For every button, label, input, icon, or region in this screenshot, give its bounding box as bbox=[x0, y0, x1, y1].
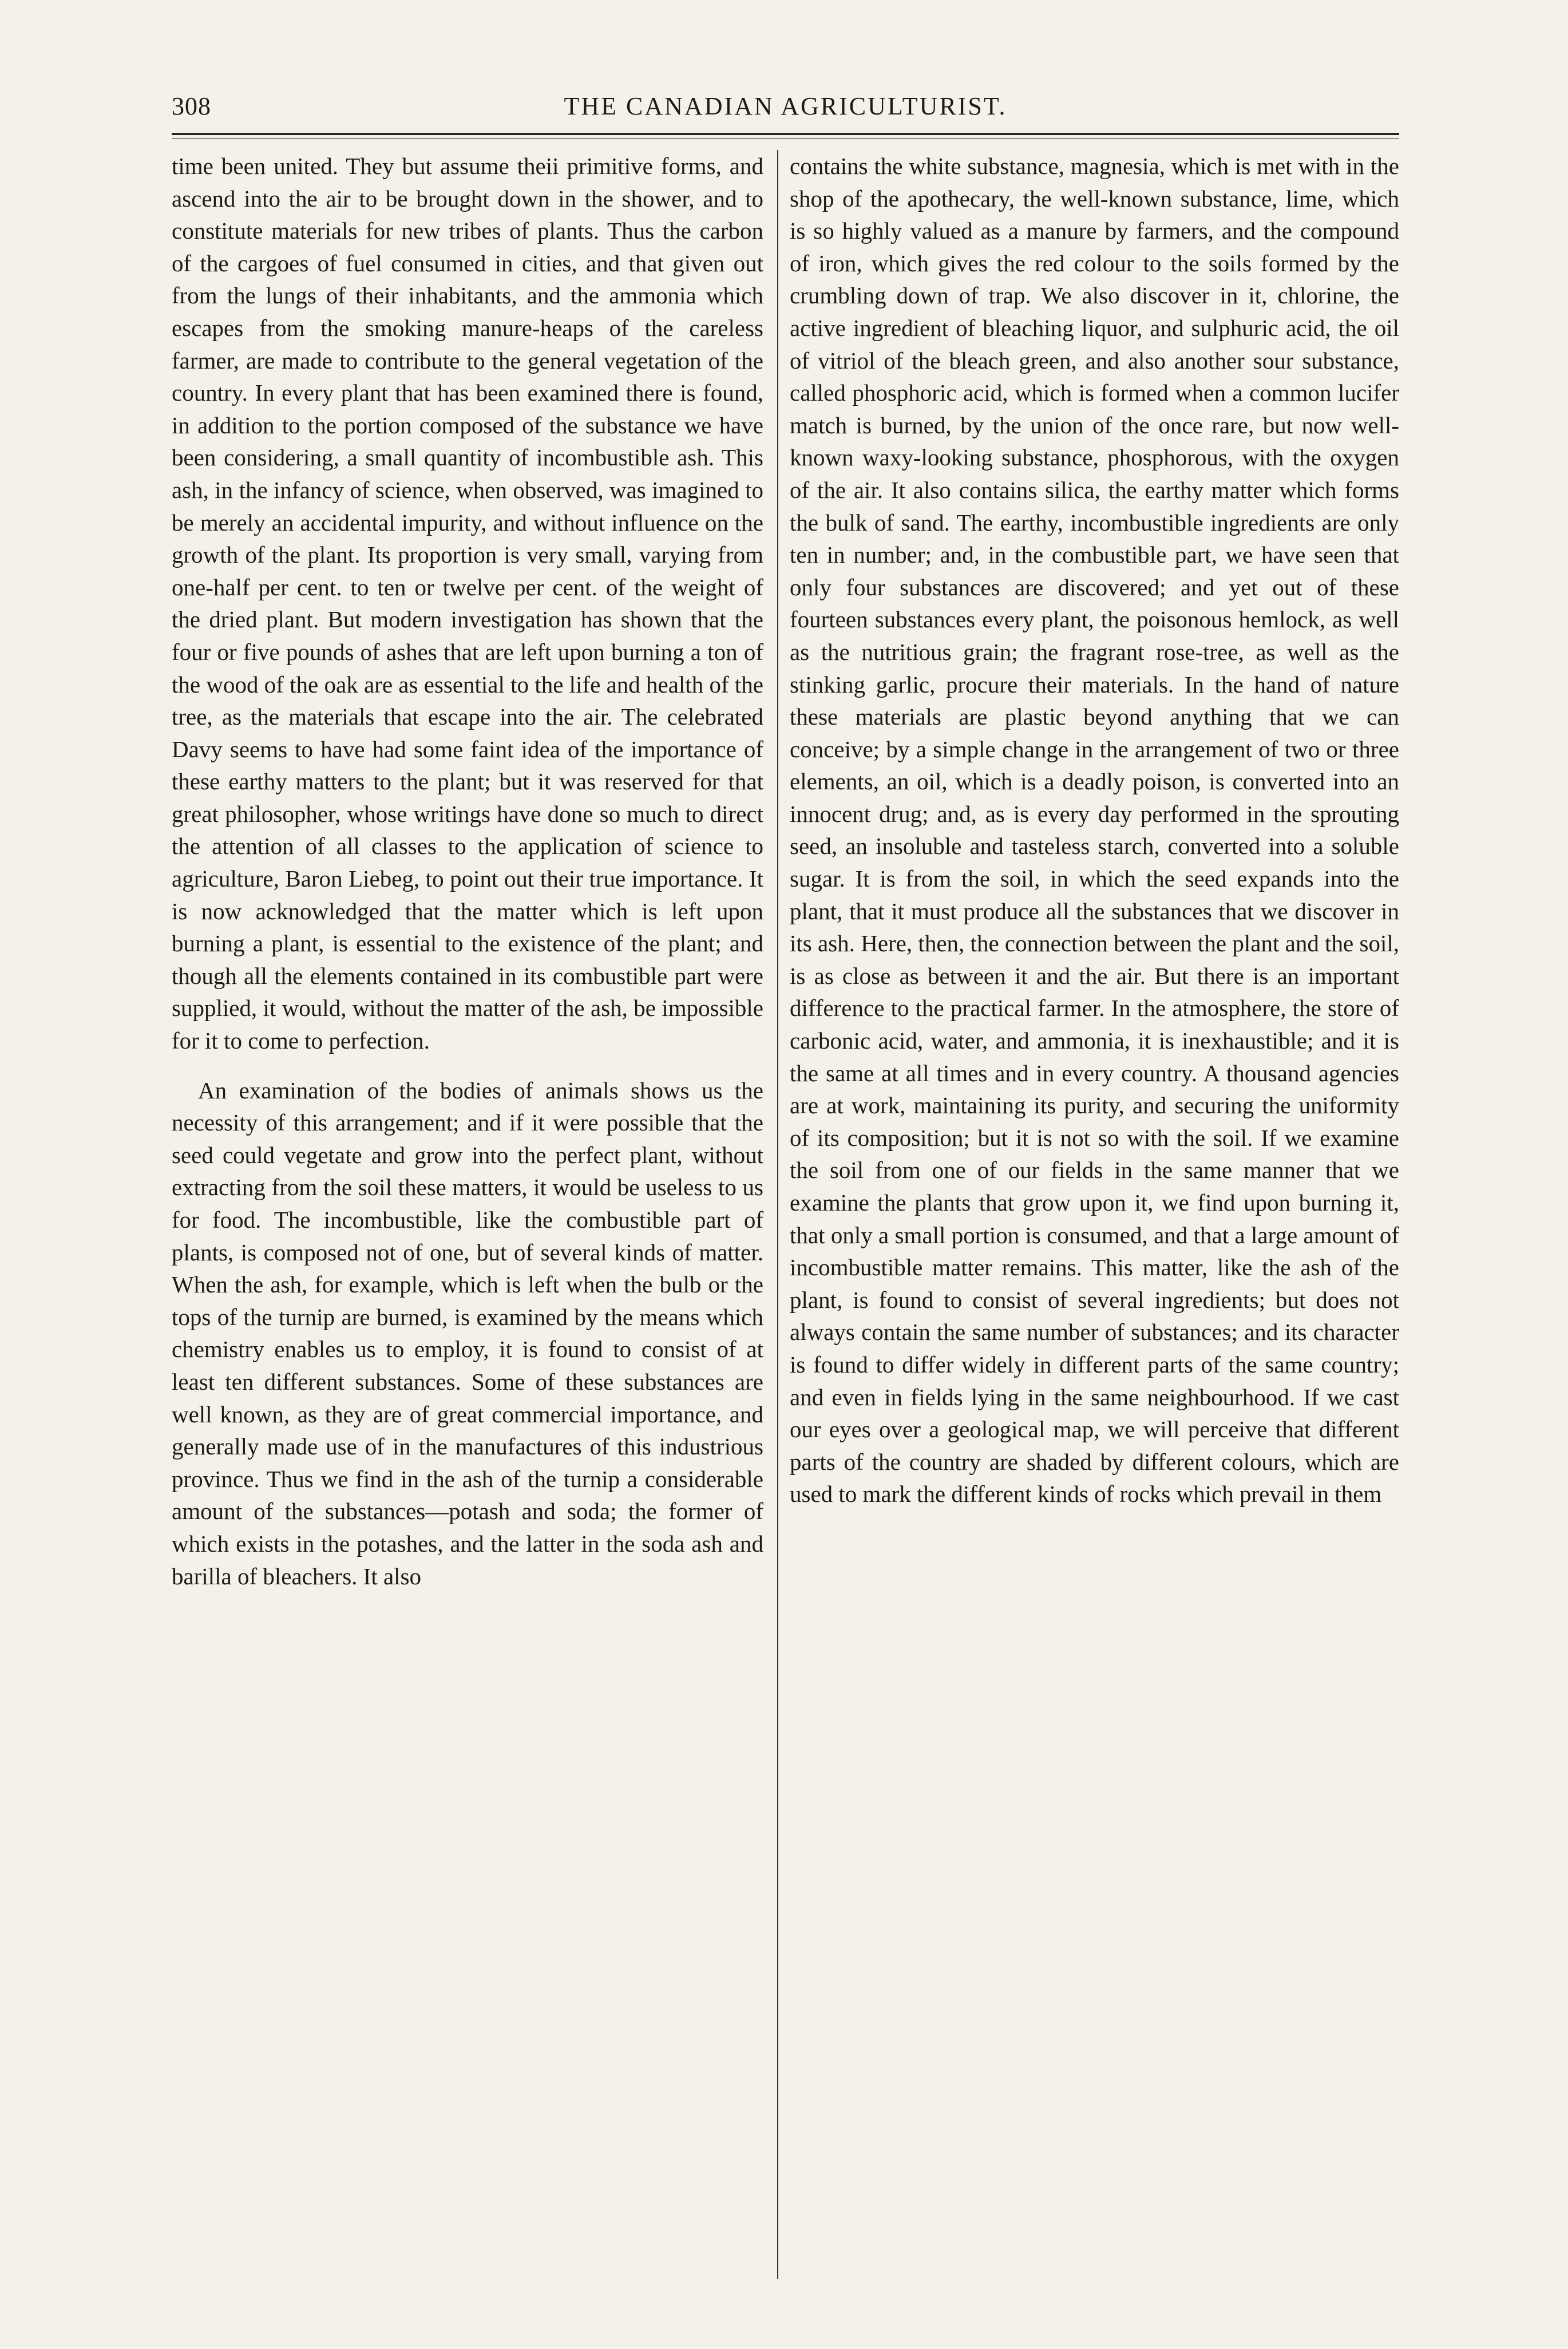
left-paragraph-2: An examination of the bodies of animals shows us the necessity of this arrangement; and if it were possible that the seed could vegetate and grow into the perfect plant, without extracting from the soil these matters, it would be useless to us for food. The incombustible, like the combustible part of plants, is composed not of one, but of several kinds of matter. When the ash, for example, which is left when the bulb or the tops of the turnip are burned, is examined by the means which chemistry enables us to employ, it is found to consist of at least ten different substances. Some of these substances are well known, as they are of great commercial importance, and generally made use of in the manufactures of this industrious province. Thus we find in the ash of the turnip a considerable amount of the substances—potash and soda; the former of which exists in the potashes, and the latter in the soda ash and barilla of bleachers. It also bbox=[172, 1077, 763, 1589]
right-column bbox=[790, 150, 1399, 2282]
running-title: THE CANADIAN AGRICULTURIST. bbox=[564, 92, 1007, 120]
page-number: 308 bbox=[172, 92, 211, 120]
page-header bbox=[172, 92, 1399, 132]
right-paragraph-1: contains the white substance, magnesia, which is met with in the shop of the apothecary, the well-known substance, lime, which is so highly valued as a manure by farmers, and the compound of iron, which gives the red colour to the soils formed by the crumbling down of trap. We also discover in it, chlorine, the active ingredient of bleaching liquor, and sulphuric acid, the oil of vitriol of the bleach green, and also another sour substance, called phosphoric acid, which is formed when a common lucifer match is burned, by the union of the once rare, but now well-known waxy-looking substance, phosphorous, with the oxygen of the air. It also contains silica, the earthy matter which forms the bulk of sand. The earthy, incombustible ingredients are only ten in number; and, in the combustible part, we have seen that only four substances are discovered; and yet out of these fourteen substances every plant, the poisonous hemlock, as well as the nutritious grain; the fragrant rose-tree, as well as the stinking garlic, procure their materials. In the hand of nature these materials are plastic beyond anything that we can conceive; by a simple change in the arrangement of two or three elements, an oil, which is a deadly poison, is converted into an innocent drug; and, as is every day performed in the sprouting seed, an insoluble and tasteless starch, converted into a soluble sugar. It is from the soil, in which the seed expands into the plant, that it must produce all the substances that we discover in its ash. Here, then, the connection between the plant and the soil, is as close as between it and the air. But there is an important difference to the practical farmer. In the atmosphere, the store of carbonic acid, water, and ammonia, it is inexhaustible; and it is the same at all times and in every country. A thousand agencies are at work, maintaining its purity, and securing the uniformity of its composition; but it is not so with the soil. If we examine the soil from one of our fields in the same manner that we examine the plants that grow upon it, we find upon burning it, that only a small portion is consumed, and that a large amount of incombustible matter remains. This matter, like the ash of the plant, is found to consist of several ingredients; but does not always contain the same number of substances; and its character is found to differ widely in different parts of the same country; and even in fields lying in the same neighbourhood. If we cast our eyes over a geological map, we will perceive that different parts of the country are shaded by different colours, which are used to mark the different kinds of rocks which prevail in them bbox=[790, 153, 1399, 1508]
column-divider bbox=[777, 150, 778, 2279]
left-paragraph-1: time been united. They but assume theii primitive forms, and ascend into the air to be brought down in the shower, and to constitute materials for new tribes of plants. Thus the carbon of the cargoes of fuel consumed in cities, and that given out from the lungs of their inhabitants, and the ammonia which escapes from the smoking manure-heaps of the careless farmer, are made to contribute to the general vegetation of the country. In every plant that has been examined there is found, in addition to the portion composed of the substance we have been considering, a small quantity of incombustible ash. This ash, in the infancy of science, when observed, was imagined to be merely an accidental impurity, and without influence on the growth of the plant. Its proportion is very small, varying from one-half per cent. to ten or twelve per cent. of the weight of the dried plant. But modern investigation has shown that the four or five pounds of ashes that are left upon burning a ton of the wood of the oak are as essential to the life and health of the tree, as the materials that escape into the air. The celebrated Davy seems to have had some faint idea of the importance of these earthy matters to the plant; but it was reserved for that great philosopher, whose writings have done so much to direct the attention of all classes to the application of science to agriculture, Baron Liebeg, to point out their true importance. It is now acknowledged that the matter which is left upon burning a plant, is essential to the existence of the plant; and though all the elements contained in its combustible part were supplied, it would, without the matter of the ash, be impossible for it to come to perfection. bbox=[172, 153, 763, 1054]
left-column bbox=[172, 150, 763, 2282]
header-rule-thick bbox=[172, 133, 1399, 135]
